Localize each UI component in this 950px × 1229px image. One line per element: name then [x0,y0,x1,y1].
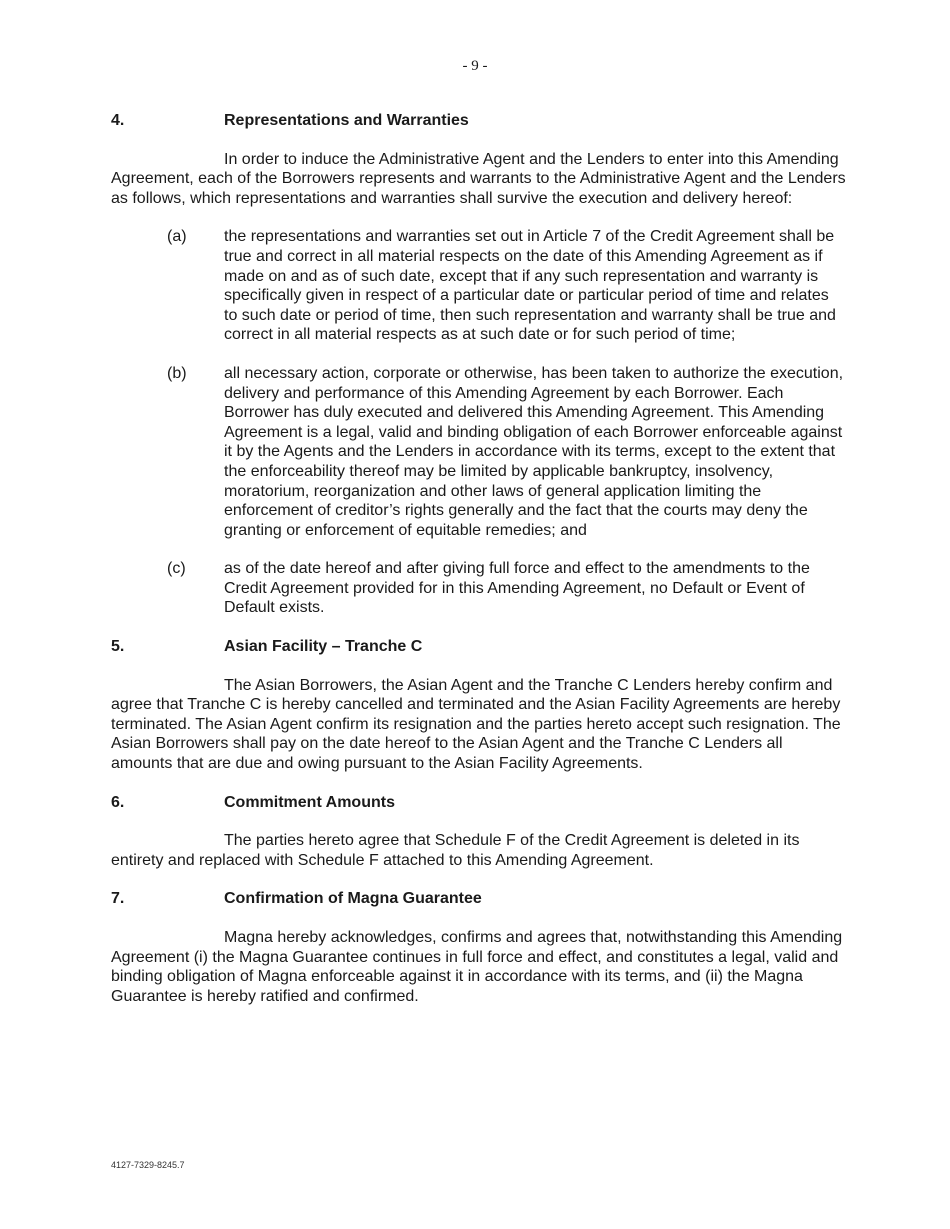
list-item-text: the representations and warranties set out in Article 7 of the Credit Agreement shall be true and correct in all material respects on the date of this Amending Agreement as if made on and as of such date, except that if any such representation and warranty is specifically given in respect of a particular date or particular period of time and relates to such date or period of time, then such representation and warranty shall be true and correct in all material respects as at such date or for such period of time; [224,228,836,344]
document-id-footer: 4127-7329-8245.7 [111,1160,185,1170]
section-heading [111,637,846,657]
section-number: 5. [111,638,125,656]
list-item-label: (c) [167,560,186,578]
list-item [111,227,846,345]
list-item-text: all necessary action, corporate or otherwise, has been taken to authorize the execution, delivery and performance of this Amending Agreement by each Borrower. Each Borrower has duly executed and delivered this Amending Agreement. This Amending Agreement is a legal, valid and binding obligation of each Borrower enforceable against it by the Agents and the Lenders in accordance with its terms, except to the extent that the enforceability thereof may be limited by applicable bankruptcy, insolvency, moratorium, reorganization and other laws of general application limiting the enforcement of creditor’s rights generally and the fact that the courts may deny the granting or enforcement of equitable remedies; and [224,364,844,539]
section-heading [111,793,846,813]
section-number: 6. [111,793,125,811]
section-body-paragraph: Magna hereby acknowledges, confirms and agrees that, notwithstanding this Amending Agreement (i) the Magna Guarantee continues in full force and effect, and constitutes a legal, valid and binding obligation of Magna enforceable against it in accordance with its terms, and (ii) the Magna Guarantee is hereby ratified and confirmed. [111,929,843,1005]
list-item [111,364,846,540]
list-item [111,559,846,618]
section-heading [111,111,846,131]
list-item-label: (b) [167,364,187,382]
section-number: 7. [111,890,125,908]
section-title: Asian Facility – Tranche C [224,638,423,656]
section-body-paragraph: The Asian Borrowers, the Asian Agent and the Tranche C Lenders hereby confirm and agree that Tranche C is hereby cancelled and terminated and the Asian Facility Agreements are hereby terminated. The Asian Agent confirm its resignation and the parties hereto accept such resignation. The Asian Borrowers shall pay on the date hereof to the Asian Agent and the Tranche C Lenders all amounts that are due and owing pursuant to the Asian Facility Agreements. [111,676,841,773]
document-body [111,111,846,1025]
page-number: - 9 - [462,58,488,74]
section-heading [111,889,846,909]
section-body-paragraph: The parties hereto agree that Schedule F of the Credit Agreement is deleted in its entirety and replaced with Schedule F attached to this Amending Agreement. [111,832,800,869]
section-title: Representations and Warranties [224,112,469,129]
list-item-label: (a) [167,228,187,246]
section-number: 4. [111,112,125,129]
section-intro-paragraph: In order to induce the Administrative Agent and the Lenders to enter into this Amending Agreement, each of the Borrowers represents and warrants to the Administrative Agent and the Lenders as follows, which representations and warranties shall survive the execution and delivery hereof: [111,150,846,207]
section-title: Confirmation of Magna Guarantee [224,890,482,908]
section-title: Commitment Amounts [224,793,395,811]
list-item-text: as of the date hereof and after giving full force and effect to the amendments to the Credit Agreement provided for in this Amending Agreement, no Default or Event of Default exists. [224,560,810,617]
